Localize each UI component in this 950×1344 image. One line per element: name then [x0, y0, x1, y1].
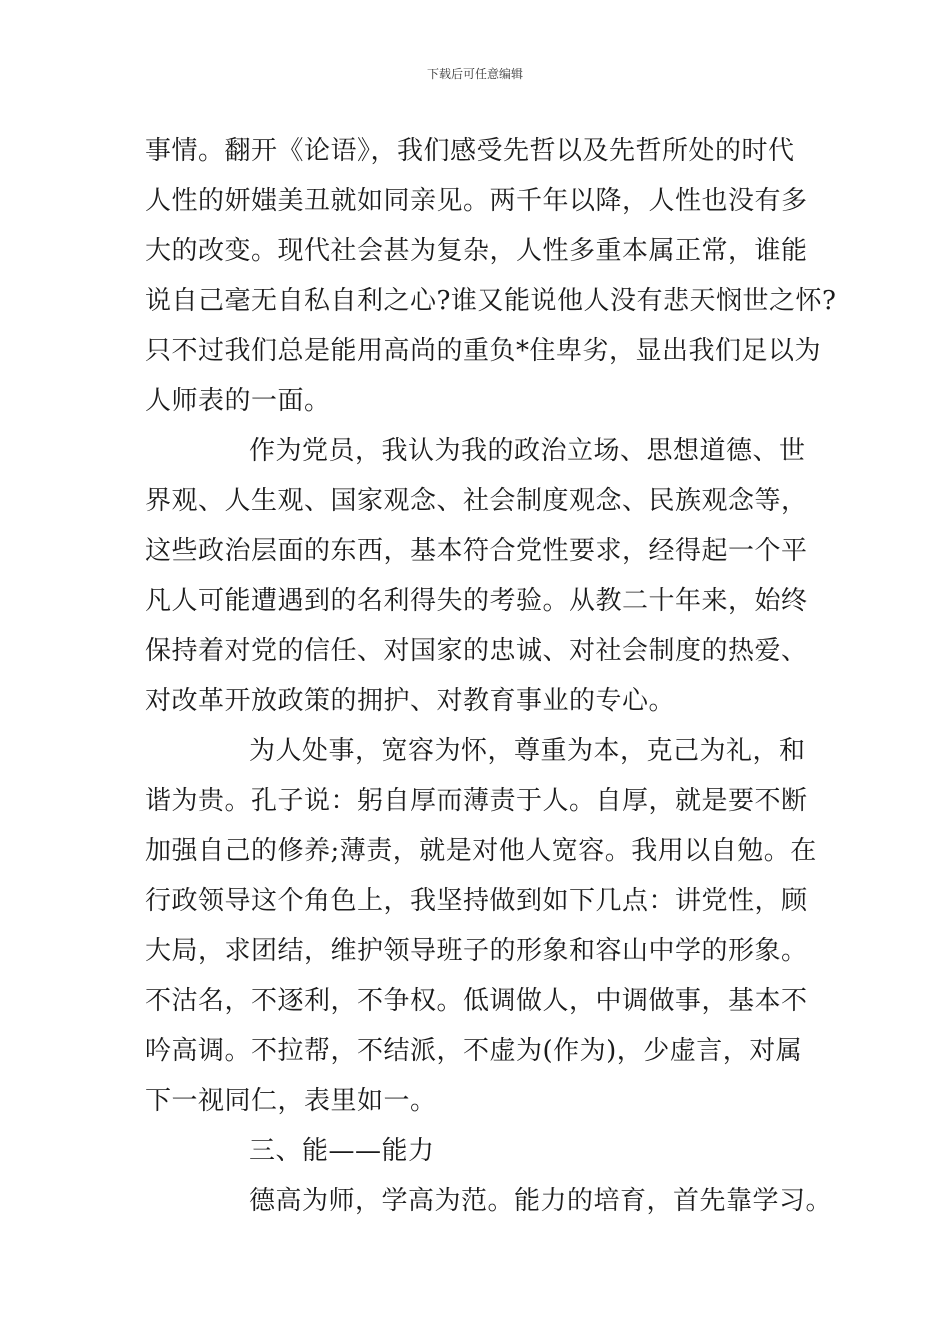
- text-line: 保持着对党的信任、对国家的忠诚、对社会制度的热爱、: [145, 636, 808, 666]
- text-line: 加强自己的修养;薄责，就是对他人宽容。我用以自勉。在: [145, 836, 817, 866]
- text-line: 只不过我们总是能用高尚的重负*住卑劣，显出我们足以为: [145, 336, 822, 366]
- text-line: 谐为贵。孔子说：躬自厚而薄责于人。自厚，就是要不断: [145, 786, 808, 816]
- text-line: 人师表的一面。: [145, 386, 331, 416]
- text-line: 吟高调。不拉帮，不结派，不虚为(作为)，少虚言，对属: [145, 1036, 803, 1066]
- text-line: 事情。翻开《论语》，我们感受先哲以及先哲所处的时代: [145, 136, 795, 166]
- text-line: 德高为师，学高为范。能力的培育，首先靠学习。: [249, 1186, 833, 1216]
- text-line: 这些政治层面的东西，基本符合党性要求，经得起一个平: [145, 536, 808, 566]
- text-line: 行政领导这个角色上，我坚持做到如下几点：讲党性，顾: [145, 886, 808, 916]
- text-line: 对改革开放政策的拥护、对教育事业的专心。: [145, 686, 676, 716]
- text-line: 凡人可能遭遇到的名利得失的考验。从教二十年来，始终: [145, 586, 808, 616]
- text-line: 作为党员，我认为我的政治立场、思想道德、世: [249, 436, 806, 466]
- text-line: 下一视同仁，表里如一。: [145, 1086, 437, 1116]
- text-line: 不沽名，不逐利，不争权。低调做人，中调做事，基本不: [145, 986, 808, 1016]
- text-line: 大局，求团结，维护领导班子的形象和容山中学的形象。: [145, 936, 808, 966]
- body-text: [145, 126, 835, 1226]
- text-line: 为人处事，宽容为怀，尊重为本，克己为礼，和: [249, 736, 806, 766]
- text-line: 说自己毫无自私自利之心?谁又能说他人没有悲天悯世之怀?: [145, 286, 837, 316]
- text-line: 大的改变。现代社会甚为复杂，人性多重本属正常，谁能: [145, 236, 808, 266]
- text-line: 人性的妍媸美丑就如同亲见。两千年以降，人性也没有多: [145, 186, 808, 216]
- text-line: 界观、人生观、国家观念、社会制度观念、民族观念等，: [145, 486, 808, 516]
- page-header: 下载后可任意编辑: [426, 67, 523, 81]
- text-line: 三、能——能力: [249, 1136, 435, 1166]
